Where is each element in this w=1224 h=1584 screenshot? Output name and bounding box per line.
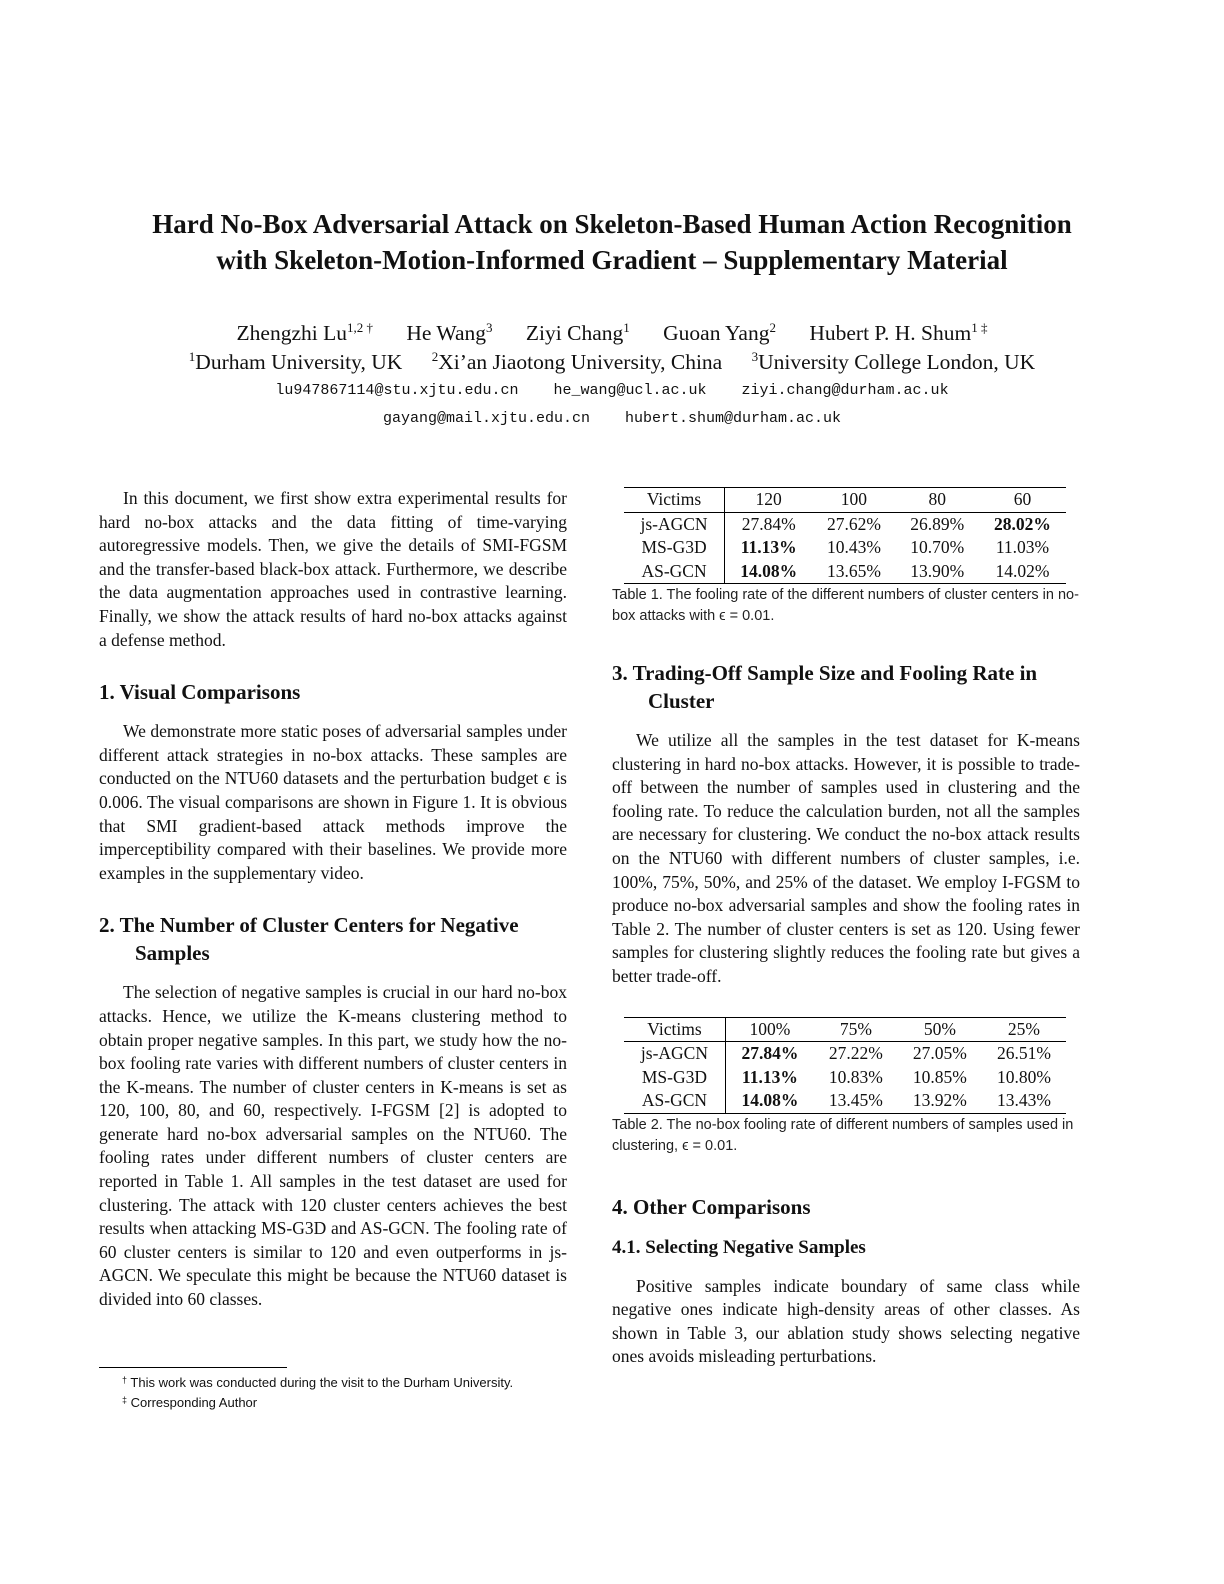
table-header-cell: 100% (725, 1017, 813, 1042)
table-cell: 27.05% (912, 1043, 967, 1064)
table-header-row (624, 1017, 1066, 1042)
section-2-paragraph: The selection of negative samples is crucial in our hard no-box attacks. Hence, we utilize the K-means clustering method to obtain proper negative samples. In this part, we study how the no-box fooling rate varies with different numbers of cluster centers in the K-means. The number of cluster centers in K-means is set as 120, 100, 80, and 60, respectively. I-FGSM [2] is adopted to generate hard no-box adversarial samples on the NTU60. The fooling rates under different numbers of cluster centers are reported in Table 1. All samples in the test dataset are used for clustering. The attack with 120 cluster centers achieves the best results when attacking MS-G3D and AS-GCN. The fooling rate of 60 cluster centers is similar to 120 and even outperforms in js-AGCN. We speculate this might be because the NTU60 dataset is divided into 60 classes. (99, 982, 567, 1310)
author-superscript: 1,2 † (347, 320, 373, 335)
email-address: ziyi.chang@durham.ac.uk (741, 382, 949, 399)
affiliation-list (0, 347, 1224, 377)
author-superscript: 3 (486, 320, 493, 335)
email-address: hubert.shum@durham.ac.uk (625, 410, 842, 427)
footnote-mark: ‡ (122, 1395, 128, 1405)
author-name: Hubert P. H. Shum (809, 321, 972, 345)
section-2-heading: 2. The Number of Cluster Centers for Negative Samples (99, 913, 519, 966)
table-row-label: AS-GCN (624, 560, 725, 584)
footnotes (122, 1373, 513, 1413)
table-cell: 27.22% (828, 1043, 883, 1064)
table-header-cell: 60 (979, 488, 1066, 513)
table-cell-best: 11.13% (740, 537, 797, 557)
table-row (624, 1042, 1066, 1066)
table-cell: 27.62% (826, 513, 881, 534)
author-name: Zhengzhi Lu (236, 321, 347, 345)
affiliation-name: Durham University, UK (195, 350, 403, 374)
table-row-label: MS-G3D (624, 1066, 725, 1090)
email-line-1 (0, 381, 1224, 401)
email-address: gayang@mail.xjtu.edu.cn (382, 410, 590, 427)
table-header-cell: Victims (624, 1017, 725, 1042)
table-row (624, 512, 1066, 536)
right-column (612, 487, 1080, 1369)
table-row (624, 1089, 1066, 1113)
author-5 (809, 321, 987, 345)
title-line-2: with Skeleton-Motion-Informed Gradient – Supplementary Material (216, 245, 1008, 275)
affiliation-3 (752, 350, 1036, 374)
table-header-cell: 25% (982, 1017, 1066, 1042)
table-header-cell: 120 (725, 488, 813, 513)
table-cell: 27.84% (741, 513, 796, 534)
table-cell: 10.83% (828, 1066, 883, 1087)
table-header-cell: 80 (896, 488, 979, 513)
section-3-paragraph: We utilize all the samples in the test dataset for K-means clustering in hard no-box attacks. However, it is possible to trade-off between the number of samples used in clustering and the fooling rate. To reduce the calculation burden, not all the samples are necessary for clustering. We conduct the no-box attack results on the NTU60 with different numbers of cluster samples, i.e. 100%, 75%, 50%, and 25% of the dataset. We employ I-FGSM to produce no-box adversarial samples and show the fooling rates in Table 2. The number of cluster centers is set as 120. Using fewer samples for clustering slightly reduces the fooling rate but gives a better trade-off. (612, 730, 1080, 986)
affiliation-superscript: 3 (751, 349, 759, 364)
author-2 (406, 321, 492, 345)
table-cell-best: 28.02% (994, 513, 1051, 534)
table-row-label: AS-GCN (624, 1089, 725, 1113)
table-cell: 10.80% (996, 1066, 1051, 1087)
table-cell: 11.03% (995, 537, 1050, 557)
table-row (624, 1066, 1066, 1090)
footnote-text: Corresponding Author (130, 1395, 258, 1410)
title-line-1: Hard No-Box Adversarial Attack on Skeleton-Based Human Action Recognition (152, 209, 1072, 239)
table-1 (624, 487, 1066, 584)
table-row-label: js-AGCN (624, 1042, 725, 1066)
table-header-cell: 75% (814, 1017, 898, 1042)
table-header-cell: 50% (898, 1017, 982, 1042)
section-3-heading: 3. Trading-Off Sample Size and Fooling Rate in Cluster (612, 661, 1038, 713)
table-row (624, 536, 1066, 560)
footnote-text: This work was conducted during the visit to the Durham University. (130, 1375, 514, 1390)
affiliation-1 (189, 350, 403, 374)
author-name: He Wang (406, 321, 487, 345)
table-cell: 10.85% (912, 1066, 967, 1087)
table-row-label: js-AGCN (624, 512, 725, 536)
table-cell-best: 14.08% (725, 1089, 813, 1113)
table-2 (624, 1017, 1066, 1114)
author-3 (526, 321, 630, 345)
table-header-row (624, 488, 1066, 513)
paper-title (0, 206, 1224, 278)
email-line-2 (0, 409, 1224, 429)
intro-paragraph: In this document, we first show extra experimental results for hard no-box attacks and the data fitting of time-varying autoregressive models. Then, we give the details of SMI-FGSM and the transfer-based black-box attack. Furthermore, we describe the data augmentation approaches used in contrastive learning. Finally, we show the attack results of hard no-box attacks against a defense method. (99, 488, 567, 650)
email-address: he_wang@ucl.ac.uk (553, 382, 707, 399)
section-4-1-paragraph: Positive samples indicate boundary of same class while negative ones indicate high-density areas of other classes. As shown in Table 3, our ablation study shows selecting negative ones avoids misleading perturbations. (612, 1275, 1080, 1367)
table-cell: 10.43% (826, 537, 881, 557)
footnote-2 (122, 1393, 513, 1413)
table-cell-best: 27.84% (741, 1043, 799, 1064)
author-list (0, 318, 1224, 348)
table-cell: 10.70% (910, 537, 965, 557)
table-header-cell: Victims (624, 488, 725, 513)
affiliation-name: University College London, UK (758, 350, 1036, 374)
subsection-4-1-heading: 4.1. Selecting Negative Samples (612, 1236, 866, 1258)
table-cell: 26.89% (910, 513, 965, 534)
affiliation-superscript: 2 (431, 349, 439, 364)
table-cell: 13.90% (896, 560, 979, 584)
table-1-caption: Table 1. The fooling rate of the different numbers of cluster centers in no-box attacks with ϵ = 0.01. (612, 587, 1079, 624)
author-superscript: 2 (769, 320, 776, 335)
footnote-1 (122, 1373, 513, 1393)
author-superscript: 1 ‡ (971, 320, 988, 335)
affiliation-2 (432, 350, 723, 374)
author-superscript: 1 (623, 320, 630, 335)
footnote-rule (99, 1367, 287, 1368)
table-cell-best: 14.08% (725, 560, 813, 584)
footnote-mark: † (122, 1375, 128, 1385)
author-1 (237, 321, 373, 345)
affiliation-name: Xi’an Jiaotong University, China (438, 350, 723, 374)
author-name: Ziyi Chang (525, 321, 624, 345)
section-4-heading: 4. Other Comparisons (612, 1194, 811, 1219)
table-cell: 14.02% (979, 560, 1066, 584)
affiliation-superscript: 1 (188, 349, 196, 364)
table-cell: 13.92% (898, 1089, 982, 1113)
author-4 (663, 321, 776, 345)
table-header-cell: 100 (812, 488, 895, 513)
section-1-paragraph: We demonstrate more static poses of adversarial samples under different attack strategies in no-box attacks. These samples are conducted on the NTU60 datasets and the perturbation budget ϵ is 0.006. The visual comparisons are shown in Figure 1. It is obvious that SMI gradient-based attack methods improve the imperceptibility compared with their baselines. We provide more examples in the supplementary video. (99, 721, 567, 883)
table-cell: 26.51% (996, 1043, 1051, 1064)
table-cell: 13.43% (982, 1089, 1066, 1113)
table-cell-best: 11.13% (741, 1066, 798, 1087)
left-column (99, 487, 567, 1312)
section-1-heading: 1. Visual Comparisons (99, 680, 301, 705)
email-address: lu947867114@stu.xjtu.edu.cn (275, 382, 519, 399)
table-row-label: MS-G3D (624, 536, 725, 560)
table-cell: 13.65% (812, 560, 895, 584)
table-2-caption: Table 2. The no-box fooling rate of different numbers of samples used in clustering, ϵ = 0.01. (612, 1116, 1074, 1154)
table-cell: 13.45% (814, 1089, 898, 1113)
author-name: Guoan Yang (663, 321, 770, 345)
table-row (624, 560, 1066, 584)
